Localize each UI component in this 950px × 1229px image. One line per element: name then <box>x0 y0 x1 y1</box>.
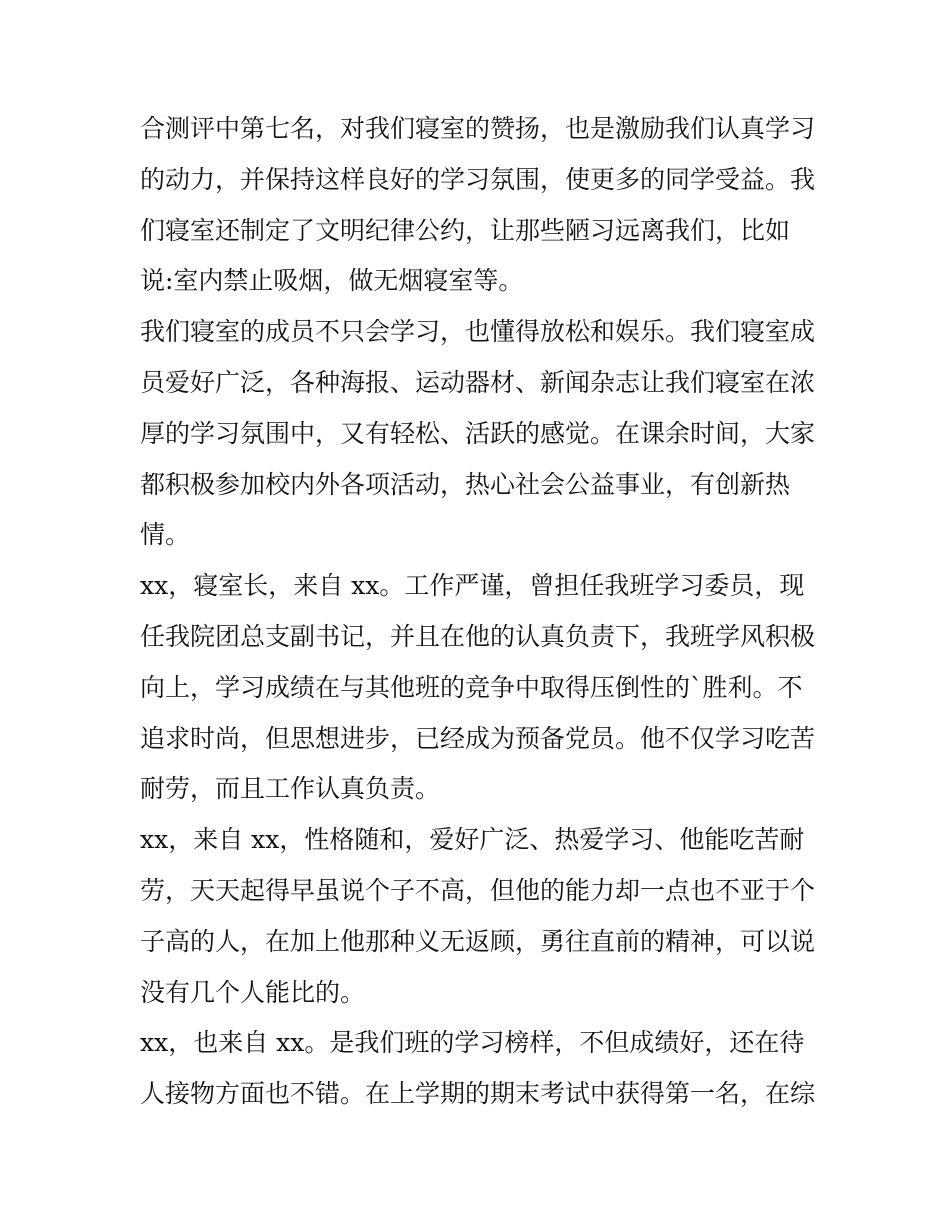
text-line: 人接物方面也不错。在上学期的期末考试中获得第一名，在综 <box>140 1079 816 1109</box>
text-line: xx，来自 xx，性格随和，爱好广泛、热爱学习、他能吃苦耐 <box>140 825 805 855</box>
text-line: xx，寝室长，来自 xx。工作严谨，曾担任我班学习委员，现 <box>140 571 805 601</box>
text-line: 劳，天天起得早虽说个子不高，但他的能力却一点也不亚于个 <box>140 875 816 905</box>
text-line: 说:室内禁止吸烟，做无烟寝室等。 <box>140 266 524 296</box>
text-line: 没有几个人能比的。 <box>140 977 366 1007</box>
text-line: 情。 <box>140 520 191 550</box>
text-line: 厚的学习氛围中，又有轻松、活跃的感觉。在课余时间，大家 <box>140 418 816 448</box>
text-line: 合测评中第七名，对我们寝室的赞扬，也是激励我们认真学习 <box>140 114 816 143</box>
text-line: 子高的人，在加上他那种义无返顾，勇往直前的精神，可以说 <box>140 926 816 956</box>
text-line: 耐劳，而且工作认真负责。 <box>140 774 441 804</box>
text-line: 都积极参加校内外各项活动，热心社会公益事业，有创新热 <box>140 469 791 499</box>
text-line: xx，也来自 xx。是我们班的学习榜样，不但成绩好，还在待 <box>140 1028 805 1058</box>
text-line: 任我院团总支副书记，并且在他的认真负责下，我班学风积极 <box>140 621 816 651</box>
text-line: 员爱好广泛，各种海报、运动器材、新闻杂志让我们寝室在浓 <box>140 367 816 397</box>
text-line: 向上，学习成绩在与其他班的竞争中取得压倒性的`胜利。不 <box>140 672 803 702</box>
document-body <box>140 104 820 1120</box>
text-line: 的动力，并保持这样良好的学习氛围，使更多的同学受益。我 <box>140 164 816 194</box>
text-line: 我们寝室的成员不只会学习，也懂得放松和娱乐。我们寝室成 <box>140 317 816 347</box>
text-line: 追求时尚，但思想进步，已经成为预备党员。他不仅学习吃苦 <box>140 723 816 753</box>
text-line: 们寝室还制定了文明纪律公约，让那些陋习远离我们，比如 <box>140 215 791 245</box>
